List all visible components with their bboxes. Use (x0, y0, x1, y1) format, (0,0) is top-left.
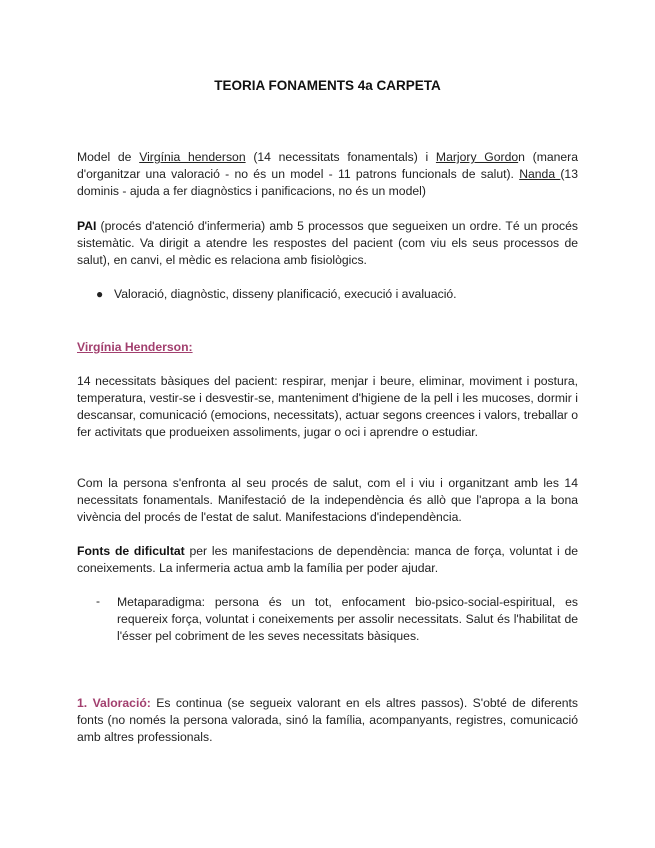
difficulty-bold: Fonts de dificultat (77, 544, 185, 558)
bullet-item-steps: Valoració, diagnòstic, disseny planificació, execució i avaluació. (114, 287, 457, 301)
intro-paragraph (77, 149, 578, 200)
needs-paragraph: 14 necessitats bàsiques del pacient: respirar, menjar i beure, eliminar, moviment i postura, temperatura, vestir-se i desvestir-se, manteniment d'higiene de la pell i les mucoses, dormir i descansar, comunicació (emocions, necessitats), actuar segons creences i valors, treballar o fer activitats que produeixen assoliments, jugar o oci i aprendre o estudiar. (77, 374, 578, 439)
heading-virginia-henderson (77, 339, 578, 356)
heading-vh-text: Virgínia Henderson: (77, 340, 193, 354)
coping-paragraph: Com la persona s'enfronta al seu procés de salut, com el i viu i organitzant amb les 14 necessitats fonamentals. Manifestació de la independència és allò que l'apropa a la bona vivència del procés de l'estat de salut. Manifestacions d'independència. (77, 476, 578, 524)
intro-text-1: Model de (77, 150, 140, 164)
link-marjory-gordon: Marjory Gordo (435, 150, 519, 164)
intro-text-4: (13 dominis - ajuda a fer diagnòstics i panificacions, no és un model) (77, 167, 578, 198)
valoracio-text: Es continua (se segueix valorant en els altres passos). S'obté de diferents fonts (no només la persona valorada, sinó la família, acompanyants, registres, comunicació amb altres professionals. (77, 696, 578, 744)
link-virginia-henderson: Virgínia henderson (139, 150, 246, 164)
difficulty-paragraph (77, 543, 578, 577)
intro-text-2: (14 necessitats fonamentals) i (245, 150, 436, 164)
dash-item-metaparadigma: Metaparadigma: persona és un tot, enfocament bio-psico-social-espiritual, es requereix força, voluntat i coneixements per assolir necessitats. Salut és l'habilitat de l'ésser pel cobriment de les seves necessitats bàsiques. (117, 595, 578, 643)
link-nanda: Nanda (519, 167, 561, 181)
valoracio-heading: 1. Valoració: (77, 696, 151, 710)
pai-bold: PAI (77, 219, 97, 233)
pai-paragraph (77, 218, 578, 269)
document-title: TEORIA FONAMENTS 4a CARPETA (214, 78, 441, 93)
pai-text: (procés d'atenció d'infermeria) amb 5 processos que segueixen un ordre. Té un procés sistemàtic. Va dirigit a atendre les respostes del pacient (com viu els seus processos de salut), en canvi, el mèdic es relaciona amb fisiològics. (77, 219, 578, 267)
dash-icon: - (96, 594, 100, 608)
intro-text-3: n (manera d'organitzar una valoració - no és un model - 11 patrons funcionals de salut). (77, 150, 579, 181)
bullet-icon: ● (96, 287, 104, 301)
valoracio-paragraph (77, 695, 578, 746)
difficulty-text: per les manifestacions de dependència: manca de força, voluntat i de coneixements. La infermeria actua amb la família per poder ajudar. (77, 544, 578, 575)
